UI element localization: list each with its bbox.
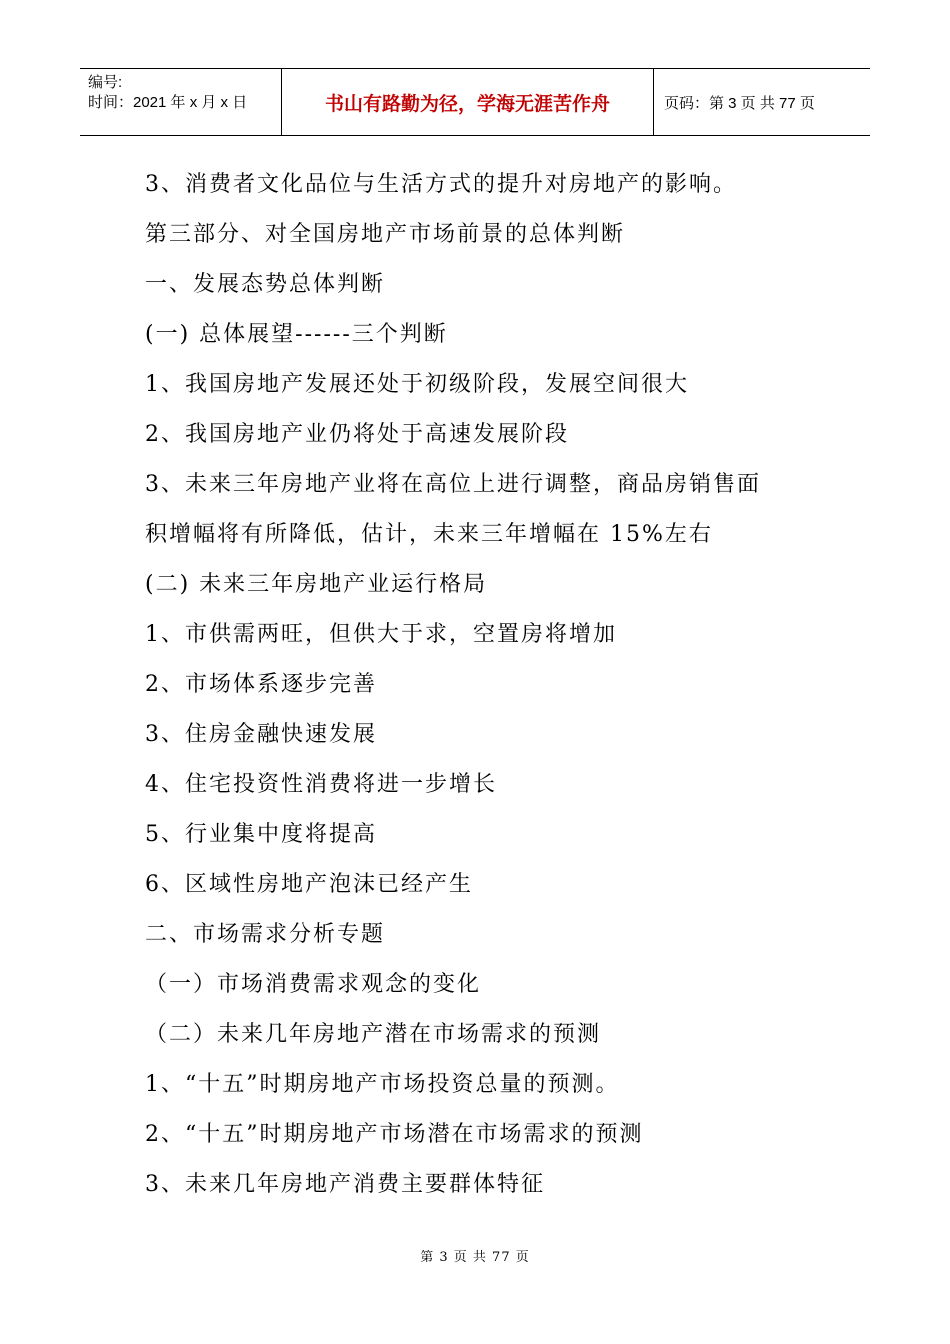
list-item: 3、未来几年房地产消费主要群体特征 xyxy=(145,1172,545,1197)
section-title: 第三部分、对全国房地产市场前景的总体判断 xyxy=(145,222,626,247)
list-item: 3、住房金融快速发展 xyxy=(145,722,377,747)
subsection-heading: (二) 未来三年房地产业运行格局 xyxy=(145,572,488,597)
list-item: 1、市供需两旺，但供大于求，空置房将增加 xyxy=(145,622,617,647)
subsection-heading: （一）市场消费需求观念的变化 xyxy=(145,972,482,997)
subsection-title: 二、市场需求分析专题 xyxy=(145,922,386,947)
date-label: 时间：2021 年 x 月 x 日 xyxy=(88,94,248,111)
list-item: 4、住宅投资性消费将进一步增长 xyxy=(145,772,497,797)
list-item: 2、我国房地产业仍将处于高速发展阶段 xyxy=(145,422,569,447)
subsection-heading: （二）未来几年房地产潜在市场需求的预测 xyxy=(145,1022,602,1047)
number-label: 编号: xyxy=(88,74,123,91)
body-line: 3、消费者文化品位与生活方式的提升对房地产的影响。 xyxy=(145,172,737,197)
page-footer: 第 3 页 共 77 页 xyxy=(420,1250,530,1265)
subsection-heading: (一) 总体展望------三个判断 xyxy=(145,322,448,347)
motto-text: 书山有路勤为径，学海无涯苦作舟 xyxy=(324,92,610,115)
subsection-title: 一、发展态势总体判断 xyxy=(145,272,386,297)
header-motto-cell xyxy=(282,69,654,135)
list-item-continuation: 积增幅将有所降低，估计，未来三年增幅在 15%左右 xyxy=(145,522,713,547)
list-item: 3、未来三年房地产业将在高位上进行调整，商品房销售面 xyxy=(145,472,761,497)
list-item: 2、市场体系逐步完善 xyxy=(145,672,377,697)
list-item: 1、我国房地产发展还处于初级阶段，发展空间很大 xyxy=(145,372,689,397)
header-meta-cell xyxy=(80,69,282,135)
header-page-cell xyxy=(654,69,870,135)
list-item: 2、“十五”时期房地产市场潜在市场需求的预测 xyxy=(145,1122,644,1147)
list-item: 6、区域性房地产泡沫已经产生 xyxy=(145,872,473,897)
document-body xyxy=(145,165,825,1215)
page-info: 页码：第 3 页 共 77 页 xyxy=(664,94,815,112)
list-item: 1、“十五”时期房地产市场投资总量的预测。 xyxy=(145,1072,620,1097)
list-item: 5、行业集中度将提高 xyxy=(145,822,377,847)
page-header xyxy=(80,68,870,136)
